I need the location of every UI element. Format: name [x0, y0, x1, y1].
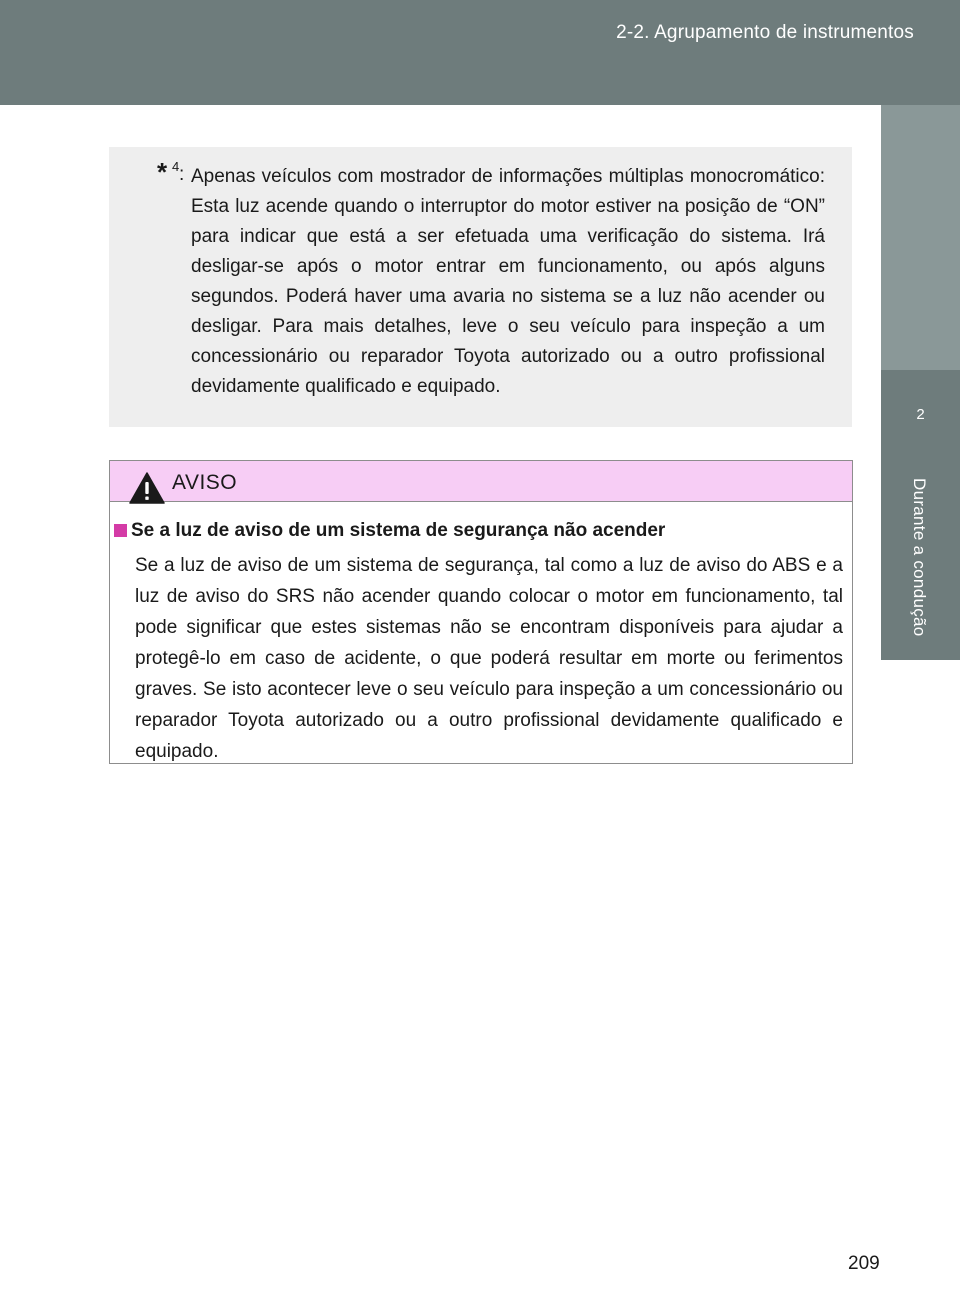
- chapter-tab: [881, 370, 960, 660]
- footnote-marker: *: [157, 157, 168, 187]
- footnote-number: 4: [172, 159, 180, 174]
- bullet-square-icon: [114, 524, 127, 537]
- page-number: 209: [848, 1253, 880, 1274]
- footnote-text: Apenas veículos com mostrador de informações múltiplas monocromático: Esta luz acende quando o interruptor do motor estiver na posição de “ON” para indicar que está a ser efetuada uma verificação do sistema. Irá desligar-se após o motor entrar em funcionamento, ou após alguns segundos. Poderá haver uma avaria no sistema se a luz não acender ou desligar. Para mais detalhes, leve o seu veículo para inspeção a um concessionário ou reparador Toyota autorizado ou a outro profissional devidamente qualificado e equipado.: [191, 166, 825, 397]
- chapter-number: 2: [916, 406, 925, 423]
- section-title: 2-2. Agrupamento de instrumentos: [616, 22, 914, 43]
- warning-subtitle: Se a luz de aviso de um sistema de segurança não acender: [131, 520, 666, 541]
- warning-triangle-icon: [129, 472, 165, 504]
- header-bar: [0, 0, 960, 105]
- warning-box: [109, 460, 853, 764]
- footnote-box: [109, 147, 852, 427]
- footnote-colon: :: [179, 164, 185, 185]
- chapter-label: Durante a condução: [910, 478, 929, 637]
- side-tab-spacer: [881, 105, 960, 370]
- warning-text: Se a luz de aviso de um sistema de segurança, tal como a luz de aviso do ABS e a luz de aviso do SRS não acender quando colocar o motor em funcionamento, tal pode significar que estes sistemas não se encontram disponíveis para ajudar a protegê-lo em caso de acidente, o que poderá resultar em morte ou ferimentos graves. Se isto acontecer leve o seu veículo para inspeção a um concessionário ou reparador Toyota autorizado ou a outro profissional devidamente qualificado e equipado.: [135, 555, 843, 762]
- warning-title: AVISO: [172, 471, 238, 494]
- warning-header: [110, 461, 852, 502]
